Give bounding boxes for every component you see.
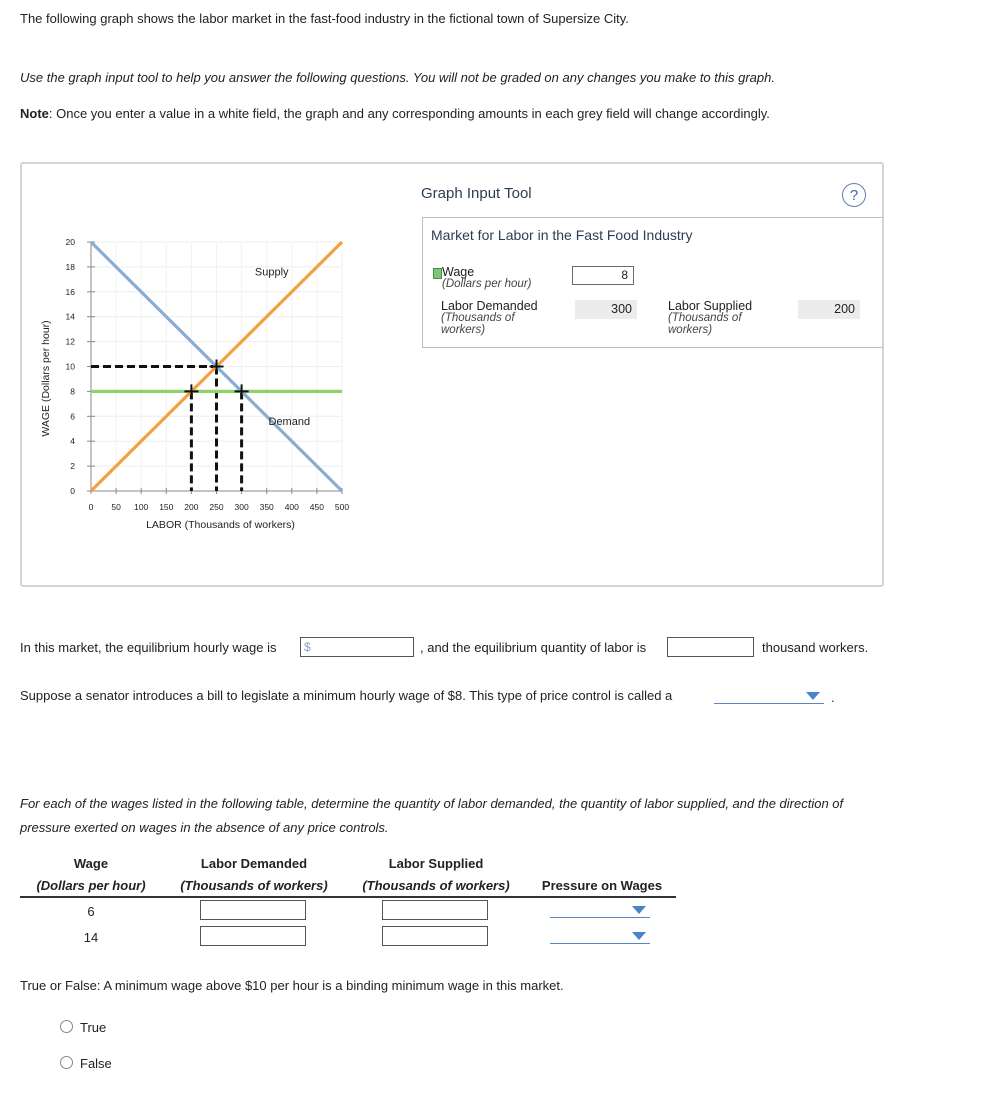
x-tick-label: 400 — [284, 502, 299, 512]
wage-input[interactable]: 8 — [572, 266, 634, 285]
q3-line-2: pressure exerted on wages in the absence of any price controls. — [20, 820, 389, 835]
x-axis-label: LABOR (Thousands of workers) — [146, 519, 295, 531]
q1-text-before: In this market, the equilibrium hourly wage is — [20, 640, 277, 655]
row2-pressure-dropdown[interactable] — [550, 928, 650, 944]
x-tick-label: 300 — [234, 502, 249, 512]
row1-labor-demanded-input[interactable] — [200, 900, 306, 920]
radio-false[interactable] — [60, 1056, 73, 1069]
instruction-text: Use the graph input tool to help you answer the following questions. You will not be graded on any changes you make to this graph. — [20, 70, 775, 85]
x-tick-label: 250 — [209, 502, 224, 512]
y-tick-label: 6 — [70, 411, 75, 422]
y-tick-label: 16 — [65, 286, 75, 297]
row1-labor-supplied-input[interactable] — [382, 900, 488, 920]
y-tick-label: 18 — [65, 261, 75, 272]
labor-supplied-sublabel-2: workers) — [668, 324, 713, 336]
note-body: : Once you enter a value in a white field, the graph and any corresponding amounts in each grey field will change accordingly. — [48, 106, 770, 121]
table-header-supplied-sub: (Thousands of workers) — [362, 878, 510, 893]
q2-text: Suppose a senator introduces a bill to legislate a minimum hourly wage of $8. This type of price control is called a — [20, 688, 673, 703]
wage-label: Wage — [442, 265, 475, 279]
y-tick-label: 2 — [70, 461, 75, 472]
row1-pressure-dropdown[interactable] — [550, 902, 650, 918]
note-label: Note — [20, 106, 49, 121]
x-tick-label: 500 — [334, 502, 350, 512]
chevron-down-icon — [806, 692, 820, 700]
labor-demanded-sublabel-2: workers) — [441, 324, 486, 336]
price-control-dropdown[interactable] — [714, 688, 824, 704]
labor-supplied-sublabel-1: (Thousands of — [668, 312, 742, 324]
x-tick-label: 350 — [259, 502, 274, 512]
x-tick-label: 450 — [309, 502, 324, 512]
table-header-supplied: Labor Supplied — [388, 856, 484, 871]
labor-demanded-label: Labor Demanded — [441, 299, 538, 313]
q3-line-1: For each of the wages listed in the following table, determine the quantity of labor demanded, the quantity of labor supplied, and the direction of — [20, 796, 844, 811]
y-tick-label: 8 — [70, 386, 75, 397]
wage-sublabel: (Dollars per hour) — [442, 278, 532, 290]
y-tick-label: 12 — [65, 336, 75, 347]
x-tick-label: 50 — [111, 502, 121, 512]
y-tick-label: 0 — [70, 486, 75, 496]
x-tick-label: 100 — [134, 502, 149, 512]
q1-text-middle: , and the equilibrium quantity of labor is — [420, 640, 647, 655]
supply-label: Supply — [254, 266, 289, 279]
table-row-wage: 6 — [87, 904, 95, 919]
y-tick-label: 14 — [65, 311, 75, 322]
row2-labor-demanded-input[interactable] — [200, 926, 306, 946]
table-header-pressure: Pressure on Wages — [541, 878, 663, 893]
table-header-wage: Wage — [73, 856, 109, 871]
table-header-demanded-sub: (Thousands of workers) — [180, 878, 328, 893]
demand-label: Demand — [268, 416, 311, 429]
y-tick-label: 10 — [65, 361, 75, 372]
row2-labor-supplied-input[interactable] — [382, 926, 488, 946]
chevron-down-icon — [632, 906, 646, 914]
table-header-divider — [20, 896, 676, 898]
labor-supplied-label: Labor Supplied — [668, 299, 753, 313]
radio-true[interactable] — [60, 1020, 73, 1033]
dollar-sign: $ — [304, 640, 311, 654]
q2-period: . — [831, 690, 835, 705]
labor-demanded-value: 300 — [575, 300, 637, 319]
equilibrium-quantity-input[interactable] — [667, 637, 754, 657]
help-button[interactable]: ? — [842, 183, 866, 207]
wage-legend-swatch — [433, 268, 442, 279]
y-tick-label: 4 — [70, 436, 75, 447]
intro-text: The following graph shows the labor market in the fast-food industry in the fictional town of Supersize City. — [20, 11, 629, 26]
option-true-label[interactable]: True — [80, 1020, 107, 1035]
note-text — [20, 106, 770, 121]
x-tick-label: 150 — [159, 502, 174, 512]
labor-market-chart[interactable] — [22, 230, 362, 540]
option-false-label[interactable]: False — [80, 1056, 112, 1071]
labor-supplied-value: 200 — [798, 300, 860, 319]
q4-text: True or False: A minimum wage above $10 per hour is a binding minimum wage in this market. — [20, 978, 564, 993]
x-tick-label: 200 — [184, 502, 199, 512]
x-tick-label: 0 — [88, 502, 94, 512]
equilibrium-wage-input[interactable] — [300, 637, 414, 657]
y-axis-label: WAGE (Dollars per hour) — [40, 320, 52, 437]
market-title: Market for Labor in the Fast Food Industry — [431, 227, 693, 243]
labor-demanded-sublabel-1: (Thousands of — [441, 312, 515, 324]
y-tick-label: 20 — [65, 237, 75, 247]
q1-text-after: thousand workers. — [762, 640, 869, 655]
chevron-down-icon — [632, 932, 646, 940]
table-row-wage: 14 — [83, 930, 99, 945]
table-header-wage-sub: (Dollars per hour) — [36, 878, 146, 893]
graph-tool-title: Graph Input Tool — [421, 185, 532, 202]
table-header-demanded: Labor Demanded — [200, 856, 308, 871]
